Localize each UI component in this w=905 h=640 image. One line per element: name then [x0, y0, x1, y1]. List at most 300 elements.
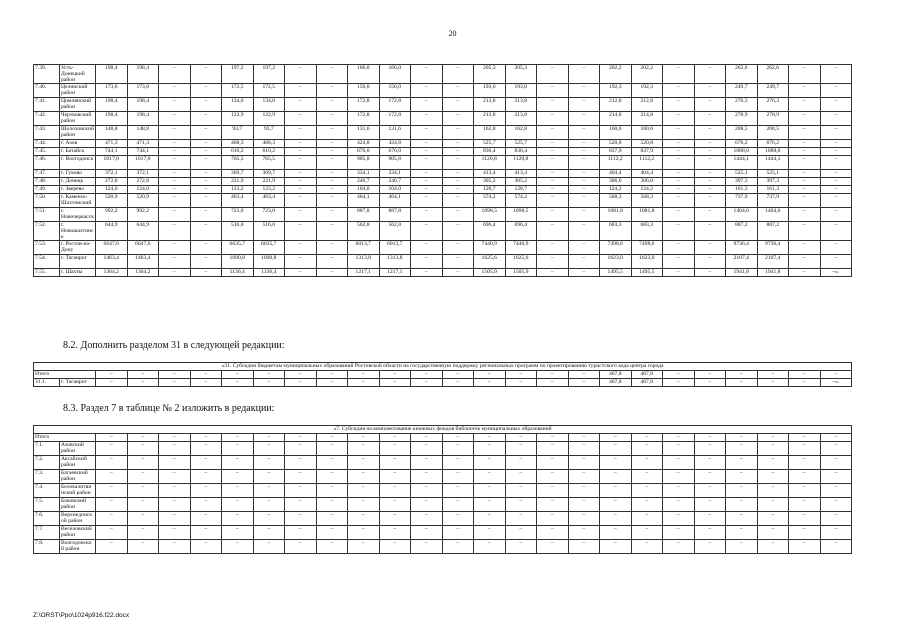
table-cell: 198,4	[127, 112, 159, 126]
table-cell: 464,1	[379, 194, 411, 208]
table-cell: –	[568, 241, 600, 255]
t1-body	[34, 65, 852, 277]
table-cell: –	[285, 442, 317, 456]
table-cell: –	[316, 456, 348, 470]
table-cell: 1081,8	[631, 208, 663, 222]
table-cell: –	[442, 170, 474, 178]
table-cell: –	[379, 470, 411, 484]
table-cell: –	[442, 512, 474, 526]
table-cell: –	[663, 170, 695, 178]
table-cell: 1136,4	[222, 269, 254, 277]
table-cell: –	[663, 222, 695, 241]
table-cell: 837,9	[600, 148, 632, 156]
table-cell: 574,2	[474, 194, 506, 208]
table-cell: –	[568, 178, 600, 186]
table-cell: –	[411, 98, 443, 112]
table-cell: –	[222, 456, 254, 470]
table-cell: –	[789, 140, 821, 148]
table-cell: 1495,5	[631, 269, 663, 277]
table-cell: –	[379, 456, 411, 470]
table-cell: 134,0	[253, 98, 285, 112]
table-row	[34, 442, 852, 456]
table-cell: –	[222, 498, 254, 512]
table-cell: –	[789, 170, 821, 178]
table-cell: –	[663, 65, 695, 84]
heading-8-3: 8.3. Раздел 7 в таблице № 2 изложить в редакции:	[63, 403, 275, 414]
row-number: 7.3.	[34, 470, 60, 484]
table-cell: 213,8	[505, 112, 537, 126]
table-cell: –	[316, 194, 348, 208]
table-cell: –	[694, 371, 726, 379]
table-cell: 156,0	[379, 84, 411, 98]
table-cell: –	[694, 208, 726, 222]
table-cell: –	[96, 526, 128, 540]
table-cell: –	[127, 498, 159, 512]
row-number: 7.7.	[34, 526, 60, 540]
table-cell: 1505,9	[474, 269, 506, 277]
table-cell: –	[537, 98, 569, 112]
row-number: 7.53.	[34, 241, 60, 255]
table-cell: –	[631, 540, 663, 554]
table-cell: 122,9	[253, 112, 285, 126]
table-cell: –	[537, 148, 569, 156]
table-cell: –	[537, 140, 569, 148]
table-row	[34, 241, 852, 255]
table-cell: 1098,5	[505, 208, 537, 222]
table-cell: –	[442, 498, 474, 512]
table-cell: 9736,4	[726, 241, 758, 255]
table-cell: –	[379, 498, 411, 512]
table-cell: –	[442, 255, 474, 269]
table-cell: 213,8	[505, 98, 537, 112]
table-cell: –	[631, 434, 663, 442]
table-cell: 905,8	[379, 156, 411, 170]
table-cell: –	[442, 156, 474, 170]
table-cell: 1088,0	[726, 148, 758, 156]
table-cell: –	[285, 470, 317, 484]
table-cell: –	[159, 84, 191, 98]
table-cell: –	[757, 526, 789, 540]
table-cell: –	[568, 540, 600, 554]
table-cell: –	[348, 434, 380, 442]
table-cell: –	[694, 112, 726, 126]
table-cell: 1404,6	[726, 208, 758, 222]
row-number: 7.39.	[34, 65, 60, 84]
municipality-name: г. Батайск	[60, 148, 96, 156]
table-cell: 246,7	[348, 178, 380, 186]
table-row	[34, 434, 852, 442]
table-cell: –	[190, 526, 222, 540]
table-cell: –	[411, 526, 443, 540]
table-cell: 6013,7	[379, 241, 411, 255]
table-cell: –	[474, 540, 506, 554]
table-cell: –	[253, 442, 285, 456]
table-cell: –	[127, 379, 159, 387]
table-cell: –	[253, 498, 285, 512]
table-cell: –	[631, 484, 663, 498]
table-cell: –	[789, 178, 821, 186]
table-cell: 278,9	[726, 112, 758, 126]
table-cell: 214,8	[600, 112, 632, 126]
table-cell: 568,3	[631, 194, 663, 208]
table-cell: –	[537, 498, 569, 512]
table-cell: 562,8	[379, 222, 411, 241]
table-cell: –	[789, 255, 821, 269]
table-cell: –	[820, 470, 852, 484]
table-cell: –	[159, 194, 191, 208]
table-cell: –	[190, 98, 222, 112]
table-cell: –	[694, 241, 726, 255]
table-cell: –	[159, 98, 191, 112]
table-cell: 249,7	[757, 84, 789, 98]
table-cell: 463,4	[222, 194, 254, 208]
row-number: 7.49.	[34, 186, 60, 194]
table-cell: –	[348, 442, 380, 456]
table-cell: –	[537, 156, 569, 170]
table-cell: –	[411, 512, 443, 526]
table-cell: 128,7	[505, 186, 537, 194]
table-cell: 7440,9	[505, 241, 537, 255]
footer-file-path: Z:\ORST\Ppo\1024р916.f22.docx	[33, 612, 130, 619]
table-cell: –	[694, 98, 726, 112]
table-cell: –	[285, 241, 317, 255]
table-cell: –	[537, 65, 569, 84]
table-cell: –	[190, 269, 222, 277]
table-cell: –	[568, 526, 600, 540]
heading-8-2: 8.2. Дополнить разделом 31 в следующей редакции:	[63, 340, 285, 351]
table-cell: –	[96, 540, 128, 554]
table-cell: –	[568, 484, 600, 498]
table-cell: –	[789, 442, 821, 456]
table-row	[34, 84, 852, 98]
table-cell: 1217,1	[348, 269, 380, 277]
table-cell: –	[222, 526, 254, 540]
table-cell: 123,2	[253, 186, 285, 194]
table-cell: 122,9	[222, 112, 254, 126]
table-cell: –	[474, 512, 506, 526]
table-cell: 104,0	[348, 186, 380, 194]
table-cell: 1623,0	[600, 255, 632, 269]
table-cell: 205,3	[505, 65, 537, 84]
row-number: 7.6.	[34, 512, 60, 526]
municipality-name: г. Ростов-на-Дону	[60, 241, 96, 255]
table-cell: –	[820, 194, 852, 208]
table-cell: –	[442, 186, 474, 194]
row-number: 31.1.	[34, 379, 60, 387]
table-cell: –	[820, 84, 852, 98]
table-cell: –	[663, 140, 695, 148]
table-cell: –	[159, 526, 191, 540]
table-cell: –	[726, 442, 758, 456]
table-cell: 413,4	[474, 170, 506, 178]
table-cell: –	[789, 65, 821, 84]
table-cell: –	[757, 512, 789, 526]
table-cell: –	[789, 241, 821, 255]
table-cell: –	[411, 434, 443, 442]
table-cell: –	[411, 194, 443, 208]
table-cell: –	[663, 498, 695, 512]
table-cell: 1444,1	[757, 156, 789, 170]
table-cell: –	[789, 126, 821, 140]
table-cell: –	[159, 208, 191, 222]
table-cell: 1404,6	[757, 208, 789, 222]
table-cell: –	[159, 442, 191, 456]
table-cell: –	[600, 540, 632, 554]
table-cell: –	[789, 186, 821, 194]
row-number: 7.45.	[34, 148, 60, 156]
table-cell: 197,2	[253, 65, 285, 84]
table-cell: –	[820, 65, 852, 84]
table-cell: –	[96, 456, 128, 470]
table-cell: –	[127, 512, 159, 526]
table-cell: –	[505, 540, 537, 554]
table-cell: –	[379, 512, 411, 526]
municipality-name: г. Волгодонск	[60, 156, 96, 170]
table-cell: –	[568, 170, 600, 178]
table-cell: –	[379, 434, 411, 442]
table-cell: –	[411, 170, 443, 178]
table-cell: 992,2	[127, 208, 159, 222]
table-cell: –	[820, 255, 852, 269]
table-cell: –	[190, 140, 222, 148]
table-cell: 525,7	[505, 140, 537, 148]
table-caption: «31. Субсидии бюджетам муниципальных образований Ростовской области на государственную поддержку региональных программ по проектированию туристского кода центра города	[34, 363, 852, 371]
table-cell: –	[442, 148, 474, 156]
table-cell: 1941,8	[726, 269, 758, 277]
table-cell: –	[316, 65, 348, 84]
table-cell: –	[820, 512, 852, 526]
table-cell: 525,1	[757, 170, 789, 178]
table-cell: –	[820, 170, 852, 178]
municipality-name: Веселовский район	[60, 526, 96, 540]
table-row	[34, 470, 852, 484]
table-row	[34, 194, 852, 208]
table-cell: –	[348, 371, 380, 379]
table-cell: 148,8	[127, 126, 159, 140]
table-cell: –	[789, 526, 821, 540]
table-row	[34, 156, 852, 170]
table-cell: –	[537, 379, 569, 387]
table-cell: –	[190, 512, 222, 526]
table-cell: –	[694, 148, 726, 156]
table-cell: –	[568, 65, 600, 84]
table-cell: –	[316, 208, 348, 222]
table-cell: –	[726, 379, 758, 387]
table-cell: –	[253, 371, 285, 379]
table-cell: –	[820, 442, 852, 456]
table-cell: 905,8	[348, 156, 380, 170]
table-cell: –	[537, 442, 569, 456]
table-cell: –	[442, 98, 474, 112]
table-cell: –	[568, 371, 600, 379]
table-cell: –	[757, 470, 789, 484]
table-cell: –	[663, 512, 695, 526]
table-cell: 463,4	[253, 194, 285, 208]
table-cell: 9736,4	[757, 241, 789, 255]
table-cell: 272,8	[127, 178, 159, 186]
table-cell: 2107,4	[757, 255, 789, 269]
table-cell: –	[316, 526, 348, 540]
table-cell: 516,0	[253, 222, 285, 241]
table-cell: –	[820, 241, 852, 255]
table-cell: –	[316, 84, 348, 98]
table-cell: –	[316, 434, 348, 442]
table-cell: –	[348, 512, 380, 526]
table-cell: –	[442, 178, 474, 186]
table-cell: –	[159, 156, 191, 170]
table-cell: 1112,2	[631, 156, 663, 170]
table-cell: 172,8	[348, 112, 380, 126]
table-cell: –	[348, 498, 380, 512]
table-cell: 723,0	[253, 208, 285, 222]
table-cell: –	[694, 126, 726, 140]
table-cell: –	[222, 540, 254, 554]
table-cell: 464,1	[348, 194, 380, 208]
table-cell: –	[159, 186, 191, 194]
table-cell: –	[663, 442, 695, 456]
table-cell: –	[159, 148, 191, 156]
table-cell: –	[127, 526, 159, 540]
table-cell: 683,3	[631, 222, 663, 241]
table-cell: –	[789, 434, 821, 442]
table-cell: 467,8	[631, 379, 663, 387]
table-cell: –	[379, 526, 411, 540]
table-cell: –	[348, 540, 380, 554]
table-cell: –	[537, 512, 569, 526]
table-cell: –	[600, 442, 632, 456]
table-cell: 610,2	[222, 148, 254, 156]
table-cell: –	[694, 186, 726, 194]
table-cell: –	[600, 526, 632, 540]
table-cell: –	[253, 484, 285, 498]
table-cell: –	[316, 470, 348, 484]
table-cell: –	[694, 442, 726, 456]
table-cell: –	[726, 434, 758, 442]
table-cell: 1625,6	[474, 255, 506, 269]
table-cell: –	[820, 434, 852, 442]
table-cell: –	[663, 434, 695, 442]
municipality-name: Волгодонской район	[60, 540, 96, 554]
table-cell: –	[757, 540, 789, 554]
table-cell: –	[663, 255, 695, 269]
table-cell: 198,4	[127, 98, 159, 112]
table-cell: –	[285, 456, 317, 470]
table-cell: –	[694, 498, 726, 512]
row-number: 7.44.	[34, 140, 60, 148]
municipality-name: Шолоховский район	[61, 126, 94, 138]
table-cell: –	[694, 456, 726, 470]
table-cell: –	[159, 379, 191, 387]
table-cell: 424,8	[348, 140, 380, 148]
table-cell: –	[600, 512, 632, 526]
table-cell: –	[789, 194, 821, 208]
table-cell: –	[316, 269, 348, 277]
table-cell: –	[411, 269, 443, 277]
municipality-name: г. Азов	[60, 140, 96, 148]
table-cell: –».	[820, 269, 852, 277]
table-cell: –	[631, 442, 663, 456]
table-cell: 246,7	[379, 178, 411, 186]
table-cell: –	[285, 255, 317, 269]
table-cell: 306,0	[600, 178, 632, 186]
table-cell: –	[789, 269, 821, 277]
row-number: 7.4.	[34, 484, 60, 498]
table-row	[34, 456, 852, 470]
table-cell: 162,8	[474, 126, 506, 140]
table-row	[34, 222, 852, 241]
table-row	[34, 170, 852, 178]
table-cell: –	[379, 371, 411, 379]
table-cell: 525,1	[726, 170, 758, 178]
table-cell: 104,0	[379, 186, 411, 194]
table-cell: –	[285, 512, 317, 526]
table-cell: –	[537, 241, 569, 255]
table-cell: –	[285, 540, 317, 554]
table-cell: 160,6	[600, 126, 632, 140]
municipality-name: г. Шахты	[60, 269, 96, 277]
table-cell: –	[631, 526, 663, 540]
table-cell: 568,3	[600, 194, 632, 208]
table-cell: –	[96, 434, 128, 442]
table-cell: –	[757, 371, 789, 379]
table-cell: 765,5	[253, 156, 285, 170]
table-cell: –	[663, 540, 695, 554]
table-cell: –	[537, 470, 569, 484]
table-cell: –	[474, 379, 506, 387]
table-cell: 1120,8	[474, 156, 506, 170]
table-cell: –	[348, 379, 380, 387]
table-cell: –	[316, 126, 348, 140]
table-cell: –	[316, 498, 348, 512]
table-cell: –	[159, 540, 191, 554]
table-cell: –	[190, 186, 222, 194]
table-cell: –	[411, 186, 443, 194]
table-cell: –	[537, 194, 569, 208]
table-cell: –	[568, 208, 600, 222]
table-cell: 836,4	[474, 148, 506, 156]
table-cell: –	[253, 470, 285, 484]
table-cell: 214,8	[631, 112, 663, 126]
table-row	[34, 98, 852, 112]
table-cell: –	[789, 540, 821, 554]
table-cell: –	[411, 156, 443, 170]
table-cell: 172,8	[348, 98, 380, 112]
table-cell: –	[190, 126, 222, 140]
table-cell: 676,2	[757, 140, 789, 148]
table-cell: –	[600, 498, 632, 512]
table-cell: –	[726, 540, 758, 554]
table-cell: –	[568, 84, 600, 98]
table-cell: 156,0	[348, 84, 380, 98]
table-cell: –	[505, 434, 537, 442]
table-cell: –	[537, 371, 569, 379]
table-cell: 696,4	[474, 222, 506, 241]
table-cell: –	[789, 208, 821, 222]
table-cell: –	[568, 148, 600, 156]
table-cell: 131,6	[348, 126, 380, 140]
table-cell: –	[568, 156, 600, 170]
table-cell: 1623,0	[631, 255, 663, 269]
table-row	[34, 255, 852, 269]
table-cell: –	[442, 241, 474, 255]
table-cell: –	[789, 512, 821, 526]
table-cell: 1120,8	[505, 156, 537, 170]
table-cell: –	[411, 208, 443, 222]
table-cell: –	[789, 470, 821, 484]
table-cell: –	[253, 434, 285, 442]
row-number: 7.8.	[34, 540, 60, 554]
table-cell: 213,8	[474, 112, 506, 126]
